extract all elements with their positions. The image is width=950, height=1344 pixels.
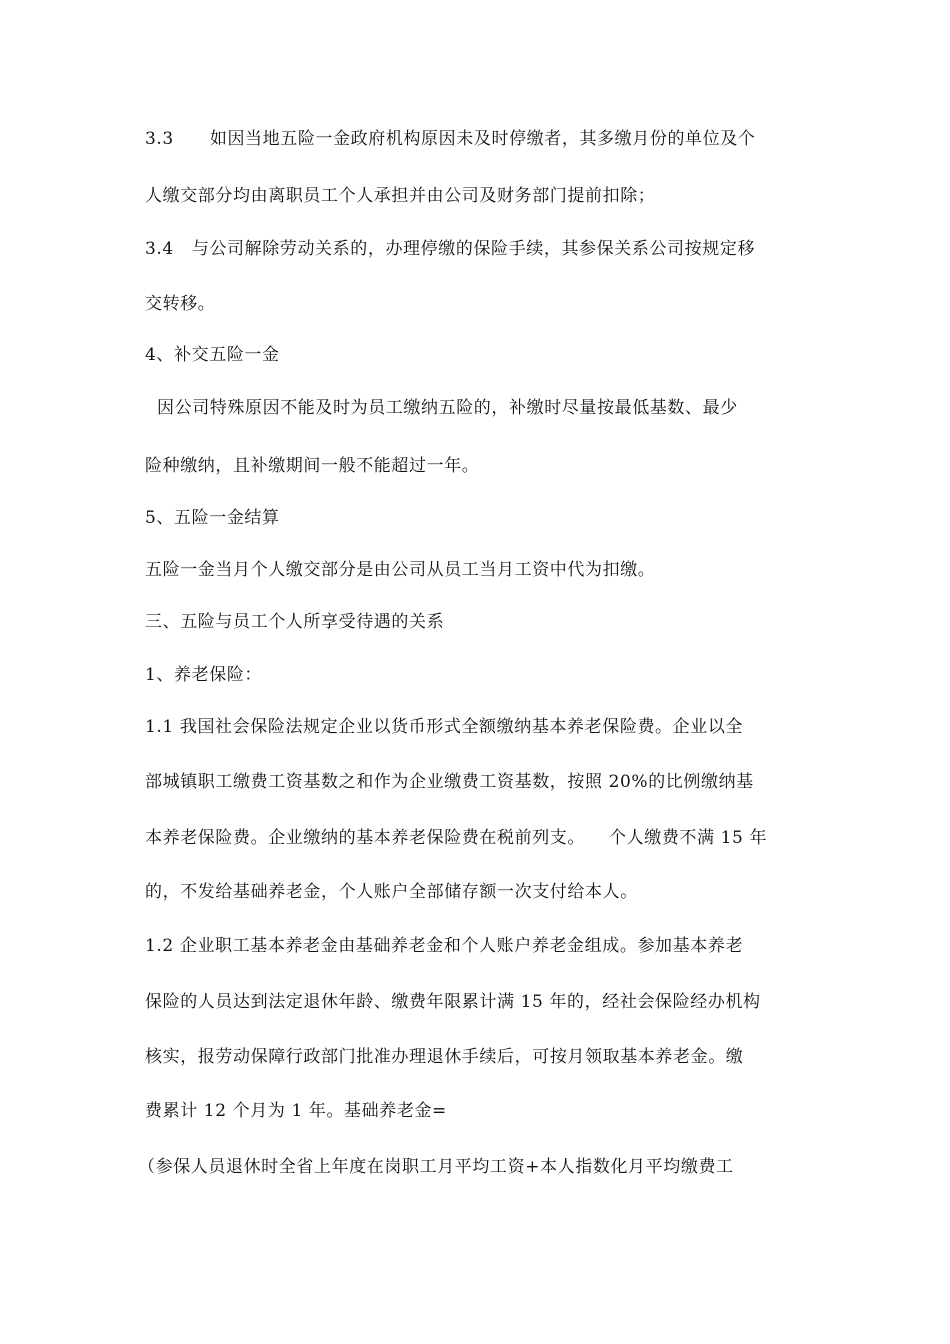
text-line-6: 因公司特殊原因不能及时为员工缴纳五险的，补缴时尽量按最低基数、最少: [145, 398, 738, 418]
text-line-19: 费累计 12 个月为 1 年。基础养老金=: [145, 1101, 447, 1121]
text-line-13: 部城镇职工缴费工资基数之和作为企业缴费工资基数，按照 20%的比例缴纳基: [145, 772, 754, 792]
text-line-16: 1.2 企业职工基本养老金由基础养老金和个人账户养老金组成。参加基本养老: [145, 936, 744, 956]
text-line-1: 3.3 如因当地五险一金政府机构原因未及时停缴者，其多缴月份的单位及个: [145, 129, 756, 149]
text-line-4: 交转移。: [145, 294, 216, 314]
text-line-7: 险种缴纳，且补缴期间一般不能超过一年。: [145, 456, 480, 476]
text-line-9: 五险一金当月个人缴交部分是由公司从员工当月工资中代为扣缴。: [145, 560, 656, 580]
section-heading-4: 4、补交五险一金: [145, 345, 280, 365]
section-heading-5: 5、五险一金结算: [145, 508, 280, 528]
text-line-17: 保险的人员达到法定退休年龄、缴费年限累计满 15 年的，经社会保险经办机构: [145, 992, 761, 1012]
text-line-2: 人缴交部分均由离职员工个人承担并由公司及财务部门提前扣除；: [145, 186, 656, 206]
text-line-20: （参保人员退休时全省上年度在岗职工月平均工资+本人指数化月平均缴费工: [138, 1157, 734, 1177]
text-line-14: 本养老保险费。企业缴纳的基本养老保险费在税前列支。 个人缴费不满 15 年: [145, 828, 768, 848]
subsection-heading-pension: 1、养老保险：: [145, 665, 263, 685]
text-line-3: 3.4 与公司解除劳动关系的，办理停缴的保险手续，其参保关系公司按规定移: [145, 239, 756, 259]
text-line-12: 1.1 我国社会保险法规定企业以货币形式全额缴纳基本养老保险费。企业以全: [145, 717, 744, 737]
text-line-15: 的，不发给基础养老金，个人账户全部储存额一次支付给本人。: [145, 882, 638, 902]
chapter-heading-3: 三、五险与员工个人所享受待遇的关系: [145, 612, 445, 632]
text-line-18: 核实，报劳动保障行政部门批准办理退休手续后，可按月领取基本养老金。缴: [145, 1047, 744, 1067]
